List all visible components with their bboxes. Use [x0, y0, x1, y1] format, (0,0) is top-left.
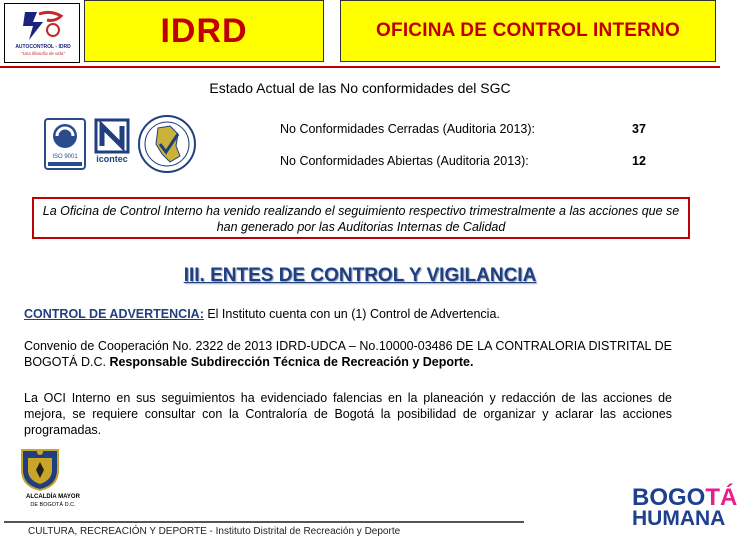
- coat-of-arms-icon: [14, 446, 66, 492]
- bogota-text-part1: BOGO: [632, 484, 706, 511]
- autocontrol-emblem-icon: [19, 8, 67, 44]
- office-name: OFICINA DE CONTROL INTERNO: [376, 20, 680, 41]
- convenio-paragraph: [24, 338, 672, 370]
- autocontrol-logo: [4, 3, 80, 63]
- org-banner: [84, 0, 324, 62]
- stat-label: No Conformidades Cerradas (Auditoria 2013):: [280, 122, 535, 136]
- alcaldia-sublabel: DE BOGOTÁ D.C.: [30, 502, 76, 508]
- header-divider: [0, 66, 720, 68]
- iso-certification-icon: [44, 118, 86, 170]
- bogota-text-part2: TÁ: [705, 484, 737, 511]
- convenio-text: Convenio de Cooperación No. 2322 de 2013 IDRD-UDCA – No.10000-03486 DE LA CONTRALORIA DISTRITAL DE BOGOTÁ D.C.: [24, 339, 672, 369]
- stat-value: 37: [632, 122, 646, 136]
- advertencia-label: CONTROL DE ADVERTENCIA:: [24, 307, 204, 321]
- icontec-certification-icon: [90, 118, 134, 170]
- stat-value: 12: [632, 154, 646, 168]
- colombia-map-seal-icon: [136, 114, 198, 174]
- iso-label: ISO 9001: [52, 154, 78, 160]
- humana-logo: HUMANA: [632, 507, 726, 530]
- office-banner: [340, 0, 716, 62]
- page-subtitle: Estado Actual de las No conformidades del SGC: [209, 80, 511, 96]
- stat-label: No Conformidades Abiertas (Auditoria 2013):: [280, 154, 529, 168]
- section-title: III. ENTES DE CONTROL Y VIGILANCIA: [183, 265, 537, 286]
- alcaldia-label: ALCALDÍA MAYOR: [26, 494, 80, 500]
- header: [0, 0, 720, 66]
- footer-divider: [4, 521, 524, 523]
- convenio-responsible: Responsable Subdirección Técnica de Recreación y Deporte.: [109, 355, 474, 369]
- oci-paragraph: La OCI Interno en sus seguimientos ha evidenciado falencias en la planeación y redacción de las acciones de mejora, se requiere consultar con la Contraloría de Bogotá la posibilidad de organizar y aclarar las acciones programadas.: [24, 391, 672, 437]
- org-name: IDRD: [160, 11, 248, 50]
- logo-tagline: "Una filosofía de vida": [21, 51, 65, 56]
- notice-box: La Oficina de Control Interno ha venido realizando el seguimiento respectivo trimestralmente a las acciones que se han generado por las Auditorias Internas de Calidad: [32, 197, 690, 239]
- logo-caption: AUTOCONTROL - IDRD: [15, 44, 71, 50]
- advertencia-text: El Instituto cuenta con un (1) Control de Advertencia.: [203, 307, 500, 321]
- icontec-label: icontec: [96, 154, 128, 164]
- advertencia-paragraph: [24, 306, 672, 322]
- footer-text: CULTURA, RECREACIÓN Y DEPORTE - Instituto Distrital de Recreación y Deporte: [28, 526, 401, 537]
